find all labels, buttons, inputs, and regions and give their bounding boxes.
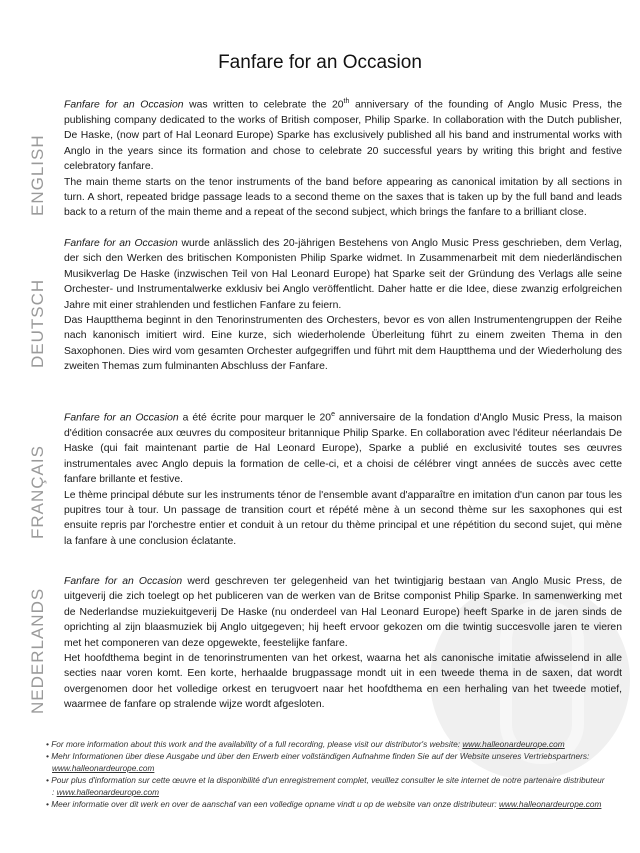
text: wurde anlässlich des 20-jährigen Bestehens von Anglo Music Press geschrieben, dem Verlag, der sich den Werken des britischen Komponisten Philip Sparke widmet. In Zusammenarbeit mit dem niederländischen Musikverlag De Haske (inzwischen Teil von Hal Leonard Europe) hat Sparke seit der Gründung des Verlags alle seine Orchester- und Instrumentalwerke exklusiv bei Anglo veröffentlicht. Daher hatte er die Idee, diese zwanzig erfolgreichen Jahre mit einer strahlenden und festlichen Fanfare zu feiern. (64, 238, 623, 311)
language-label: NEDERLANDS (28, 587, 47, 714)
footer-notes (46, 738, 606, 810)
language-label: ENGLISH (28, 134, 47, 216)
paragraph-intro (64, 407, 622, 488)
page-title: Fanfare for an Occasion (218, 52, 422, 73)
paragraph-intro (64, 574, 622, 651)
text: anniversaire de la fondation d'Anglo Music Press, la maison d'édition consacrée aux œuvres du compositeur britannique Philip Sparke. En collaboration avec l'éditeur néerlandais De Haske (qui fait maintenant partie de Hal Leonard Europe), Sparke a publié en exclusivité toutes ses œuvres instrumentales avec Anglo depuis la formation de celle-ci, et a choisi de célébrer vingt années de succès avec cette fanfare brillante et festive. (64, 412, 622, 486)
distributor-link[interactable]: www.halleonardeurope.com (56, 787, 160, 797)
distributor-link[interactable]: www.halleonardeurope.com (52, 763, 155, 773)
paragraph-description: Le thème principal débute sur les instruments ténor de l'ensemble avant d'apparaître en imitation d'un canon par tous les pupitres tour à tour. Un passage de transition court et répété mène à un second thème sur les saxophones qui est ensuite repris par l'orchestre entier et conduit à un retour du thème principal et une répétition du second sujet, qui mène la fanfare à une conclusion éclatante. (64, 489, 622, 547)
footer-note-en (46, 738, 606, 750)
distributor-link[interactable]: www.halleonardeurope.com (462, 739, 565, 749)
footer-note-de (46, 750, 606, 774)
footer-note-nl (46, 798, 606, 810)
section-francais (28, 407, 622, 549)
note-text: • Pour plus d'information sur cette œuvre et la disponibilité d'un enregistrement complet, veuillez consulter le site internet de notre partenaire distributeur : (46, 775, 605, 797)
paragraph-description: The main theme starts on the tenor instruments of the band before appearing as canonical imitation by all sections in turn. A short, repeated bridge passage leads to a second theme on the saxes that is taken up by the full band and leads back to a return of the main theme and a repeat of the second subject, which brings the fanfare to a brilliant close. (64, 176, 622, 219)
text: werd geschreven ter gelegenheid van het twintigjarig bestaan van Anglo Music Press, de uitgeverij die zich toelegt op het publiceren van de werken van de Britse componist Philip Sparke. In samenwerking met de Nederlandse muziekuitgeverij De Haske (nu onderdeel van Hal Leonard Europe) heeft Sparke in de jaren sinds de oprichting al zijn blaasmuziek bij Anglo uitgegeven; hij heeft ervoor gekozen om die twintig succesvolle jaren te vieren met het componeren van deze opgewekte, feestelijke fanfare. (64, 576, 622, 649)
work-title: Fanfare for an Occasion (64, 412, 179, 424)
note-text: • For more information about this work and the availability of a full recording, please visit our distributor's website: (46, 739, 463, 749)
paragraph-description: Das Hauptthema beginnt in den Tenorinstrumenten des Orchesters, bevor es von allen Instrumentengruppen der Reihe nach kanonisch imitiert wird. Eine kurze, sich wiederholende Überleitung führt zu einem zweiten Thema in den Saxophonen. Dies wird vom gesamten Orchester aufgegriffen und führt mit dem Hauptthema und der Wiederholung des zweiten Themas zum fulminanten Abschluss der Fanfare. (64, 315, 622, 373)
note-text: • Meer informatie over dit werk en over de aanschaf van een volledige opname vindt u op de website van onze distributeur: (46, 799, 500, 809)
paragraph-intro (64, 236, 622, 313)
language-label: DEUTSCH (28, 278, 47, 368)
ordinal-suffix: th (343, 98, 350, 105)
section-deutsch (28, 236, 623, 375)
paragraph-description: Het hoofdthema begint in de tenorinstrumenten van het orkest, waarna het als canonische imitatie afwisselend in alle secties naar voren komt. Een korte, herhaalde brugpassage mondt uit in een tweede thema in de saxen, dat wordt overgenomen door het volledige orkest en terugvoert naar het hoofdthema en een herhaling van het tweede motief, waarmee de fanfare op stralende wijze wordt afgesloten. (64, 653, 622, 711)
work-title: Fanfare for an Occasion (64, 238, 178, 249)
text: anniversary of the founding of Anglo Music Press, the publishing company dedicated to the works of British composer, Philip Sparke. In collaboration with the Dutch publisher, De Haske, (now part of Hal Leonard Europe) Sparke has exclusively published all his band and instrumental works with Anglo in the years since its formation and chose to celebrate 20 successful years by writing this bright and festive celebratory fanfare. (64, 99, 622, 173)
text: a été écrite pour marquer le 20 (178, 412, 332, 424)
paragraph-intro (64, 94, 622, 175)
distributor-link[interactable]: www.halleonardeurope.com (499, 799, 602, 809)
note-text: • Mehr Informationen über diese Ausgabe und über den Erwerb einer vollständigen Aufnahme finden Sie auf der Website unseres Vertriebspartners: (46, 751, 590, 761)
footer-note-fr (46, 774, 606, 798)
ordinal-suffix: e (331, 411, 335, 418)
section-english (28, 94, 622, 221)
section-nederlands (28, 574, 622, 714)
work-title: Fanfare for an Occasion (64, 576, 183, 587)
language-label: FRANÇAIS (28, 445, 47, 539)
text: was written to celebrate the 20 (183, 99, 344, 111)
work-title: Fanfare for an Occasion (64, 99, 184, 111)
